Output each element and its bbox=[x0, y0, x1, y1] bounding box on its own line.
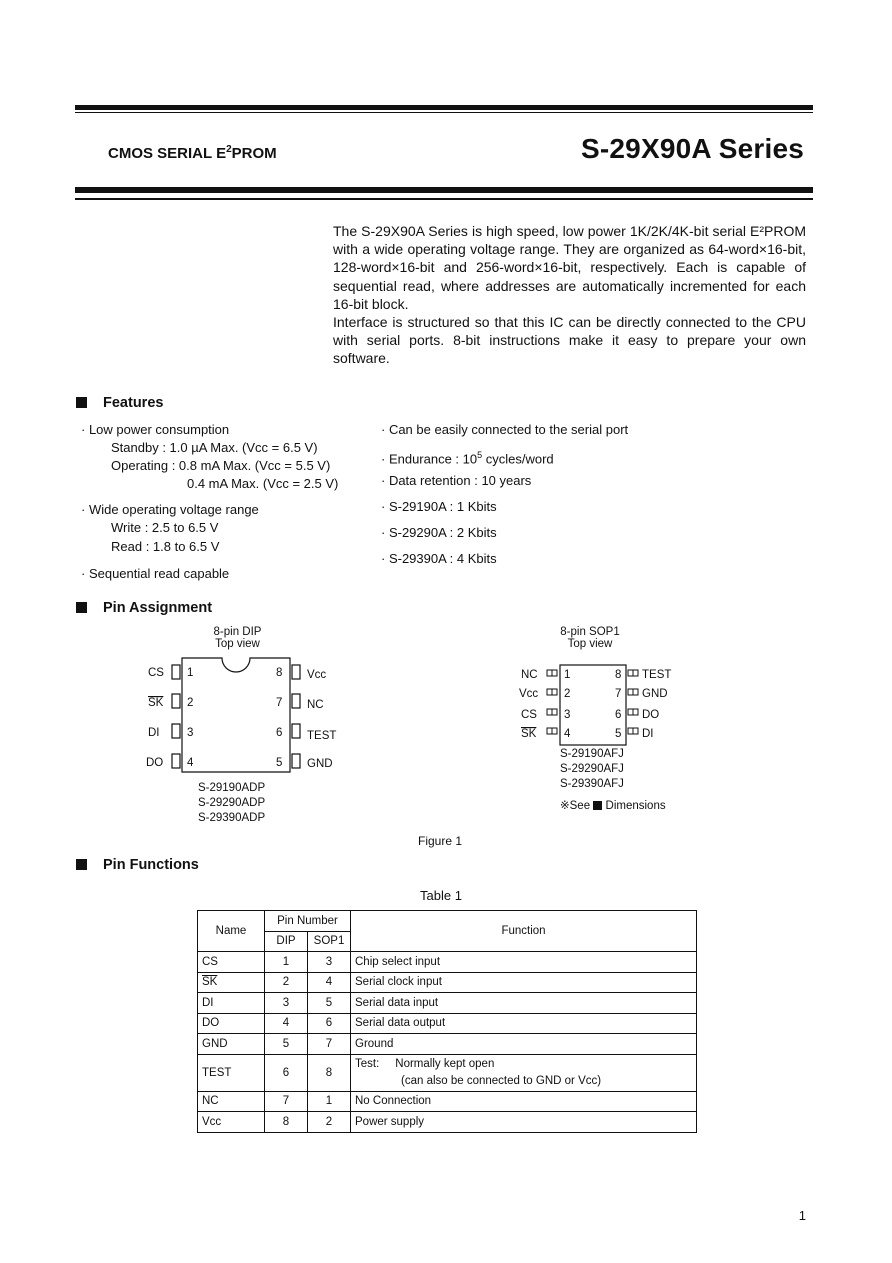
cell-name: TEST bbox=[198, 1054, 265, 1091]
dip-pin-label: GND bbox=[307, 758, 333, 770]
cell-name: $\overline{SK}$ bbox=[198, 972, 265, 993]
sop-pin-num: 5 bbox=[615, 728, 622, 740]
cell-dip: 7 bbox=[265, 1091, 308, 1112]
dip-pin-num: 3 bbox=[187, 727, 194, 739]
sop-dimensions-note: ※See Dimensions bbox=[560, 800, 666, 812]
feature-write: Write : 2.5 to 6.5 V bbox=[111, 520, 219, 535]
cell-name: Vcc bbox=[198, 1112, 265, 1133]
dip-part-numbers: S-29190ADP S-29290ADP S-29390ADP bbox=[198, 782, 266, 824]
cell-dip: 4 bbox=[265, 1013, 308, 1034]
table-row bbox=[198, 993, 697, 1014]
table-row bbox=[198, 1034, 697, 1055]
col-sop1-header: SOP1 bbox=[308, 931, 351, 952]
sop-pin-num: 1 bbox=[564, 669, 571, 681]
table-row bbox=[198, 1054, 697, 1091]
feature-s29390: · S-29390A : 4 Kbits bbox=[381, 551, 497, 566]
cell-dip: 8 bbox=[265, 1112, 308, 1133]
document-title: S-29X90A Series bbox=[581, 133, 804, 164]
feature-operating1: Operating : 0.8 mA Max. (Vcc = 5.5 V) bbox=[111, 458, 331, 473]
feature-s29290: · S-29290A : 2 Kbits bbox=[381, 525, 497, 540]
sop-pin-label: TEST bbox=[642, 669, 672, 681]
feature-operating2: 0.4 mA Max. (Vcc = 2.5 V) bbox=[187, 476, 339, 491]
sop-pin-num: 2 bbox=[564, 688, 571, 700]
sop-package-diagram bbox=[510, 660, 690, 750]
table-row bbox=[198, 1091, 697, 1112]
cell-dip: 1 bbox=[265, 952, 308, 973]
intro-paragraph bbox=[333, 222, 806, 368]
feature-read: Read : 1.8 to 6.5 V bbox=[111, 539, 220, 554]
cell-function: Chip select input bbox=[351, 952, 697, 973]
dip-pin-label: NC bbox=[307, 699, 324, 711]
dip-title: 8-pin DIP Top view bbox=[213, 626, 262, 650]
section-bullet-icon bbox=[76, 397, 87, 408]
dip-pin-label: CS bbox=[148, 667, 164, 679]
table-caption: Table 1 bbox=[420, 888, 462, 903]
dip-pin-num: 4 bbox=[187, 757, 194, 769]
cell-function: Serial data output bbox=[351, 1013, 697, 1034]
cell-sop1: 3 bbox=[308, 952, 351, 973]
section-bullet-icon bbox=[76, 602, 87, 613]
cell-sop1: 5 bbox=[308, 993, 351, 1014]
sop-pin-num: 7 bbox=[615, 688, 622, 700]
header-top-rule-thin bbox=[75, 112, 813, 113]
intro-p2: Interface is structured so that this IC can be directly connected to the CPU with serial ports. 8-bit instructions make it easy to prepare your own software. bbox=[333, 314, 806, 367]
feature-sequential: · Sequential read capable bbox=[81, 566, 230, 581]
feature-serial-port: · Can be easily connected to the serial port bbox=[381, 422, 629, 437]
feature-s29190: · S-29190A : 1 Kbits bbox=[381, 499, 497, 514]
table-row bbox=[198, 1013, 697, 1034]
dip-pin-label: DO bbox=[146, 757, 164, 769]
cell-function: Serial clock input bbox=[351, 972, 697, 993]
dip-pin-num: 8 bbox=[276, 667, 283, 679]
cell-function: Power supply bbox=[351, 1112, 697, 1133]
cell-name: CS bbox=[198, 952, 265, 973]
cell-function: Test: Normally kept open (can also be connected to GND or Vcc) bbox=[351, 1054, 697, 1091]
document-category: CMOS SERIAL $E^2PROM$ bbox=[108, 144, 277, 162]
cell-name: NC bbox=[198, 1091, 265, 1112]
table-row bbox=[198, 972, 697, 993]
col-dip-header: DIP bbox=[265, 931, 308, 952]
header-top-rule bbox=[75, 105, 813, 110]
cell-dip: 6 bbox=[265, 1054, 308, 1091]
feature-standby: Standby : 1.0 µA Max. (Vcc = 6.5 V) bbox=[111, 440, 318, 455]
intro-p1: The S-29X90A Series is high speed, low power 1K/2K/4K-bit serial E²PROM with a wide operating voltage range. They are organized as 64-word×16-bit, 128-word×16-bit and 256-word×16-bit, respectively. Each is capable of sequential read, where addresses are automatically incremented for each 16-bit block. bbox=[333, 223, 806, 312]
dip-pin-label: Vcc bbox=[307, 669, 327, 681]
dip-pin-num: 6 bbox=[276, 727, 283, 739]
cell-sop1: 8 bbox=[308, 1054, 351, 1091]
col-pin-number-header: Pin Number bbox=[265, 911, 351, 932]
sop-pin-num: 4 bbox=[564, 728, 571, 740]
feature-wide-voltage: · Wide operating voltage range bbox=[81, 502, 259, 517]
header-bottom-rule-thin bbox=[75, 198, 813, 200]
table-row bbox=[198, 952, 697, 973]
cell-dip: 3 bbox=[265, 993, 308, 1014]
cell-name: DO bbox=[198, 1013, 265, 1034]
cell-function: Serial data input bbox=[351, 993, 697, 1014]
sop-pin-num: 3 bbox=[564, 709, 571, 721]
cell-dip: 2 bbox=[265, 972, 308, 993]
sop-part-numbers: S-29190AFJ S-29290AFJ S-29390AFJ bbox=[560, 748, 624, 790]
header-bottom-rule bbox=[75, 187, 813, 193]
sop-pin-label: CS bbox=[521, 709, 537, 721]
feature-retention: · Data retention : 10 years bbox=[381, 473, 532, 488]
cell-name: GND bbox=[198, 1034, 265, 1055]
cell-function: No Connection bbox=[351, 1091, 697, 1112]
pin-assignment-heading: Pin Assignment bbox=[76, 600, 212, 616]
pin-functions-heading: Pin Functions bbox=[76, 857, 199, 873]
sop-pin-label: DO bbox=[642, 709, 660, 721]
sop-pin-label: DI bbox=[642, 728, 654, 740]
sop-pin-num: 6 bbox=[615, 709, 622, 721]
figure-caption: Figure 1 bbox=[418, 834, 463, 848]
dip-pin-label: SK bbox=[148, 697, 164, 709]
cell-sop1: 6 bbox=[308, 1013, 351, 1034]
feature-low-power: · Low power consumption bbox=[81, 422, 230, 437]
features-heading: Features bbox=[76, 395, 163, 411]
cell-sop1: 4 bbox=[308, 972, 351, 993]
col-name-header: Name bbox=[198, 911, 265, 952]
dip-pin-num: 7 bbox=[276, 697, 283, 709]
dip-pin-num: 5 bbox=[276, 757, 283, 769]
sop-pin-num: 8 bbox=[615, 669, 622, 681]
sop-pin-label: SK bbox=[521, 728, 537, 740]
cell-sop1: 2 bbox=[308, 1112, 351, 1133]
cell-function: Ground bbox=[351, 1034, 697, 1055]
section-bullet-icon bbox=[76, 859, 87, 870]
sop-pin-label: Vcc bbox=[519, 688, 539, 700]
cell-name: DI bbox=[198, 993, 265, 1014]
sop-pin-label: GND bbox=[642, 688, 668, 700]
pin-functions-table bbox=[197, 910, 697, 1133]
square-bullet-icon bbox=[593, 801, 602, 810]
dip-pin-num: 1 bbox=[187, 667, 194, 679]
sop-title: 8-pin SOP1 Top view bbox=[560, 626, 620, 650]
cell-sop1: 7 bbox=[308, 1034, 351, 1055]
col-function-header: Function bbox=[351, 911, 697, 952]
dip-pin-label: DI bbox=[148, 727, 160, 739]
feature-endurance: · Endurance : $10^5$ cycles/word bbox=[381, 450, 554, 467]
dip-pin-num: 2 bbox=[187, 697, 194, 709]
dip-pin-label: TEST bbox=[307, 730, 337, 742]
page-number: 1 bbox=[798, 1208, 806, 1223]
cell-sop1: 1 bbox=[308, 1091, 351, 1112]
sop-pin-label: NC bbox=[521, 669, 538, 681]
dip-body bbox=[182, 658, 290, 772]
cell-dip: 5 bbox=[265, 1034, 308, 1055]
table-row bbox=[198, 1112, 697, 1133]
dip-package-diagram bbox=[140, 650, 350, 780]
